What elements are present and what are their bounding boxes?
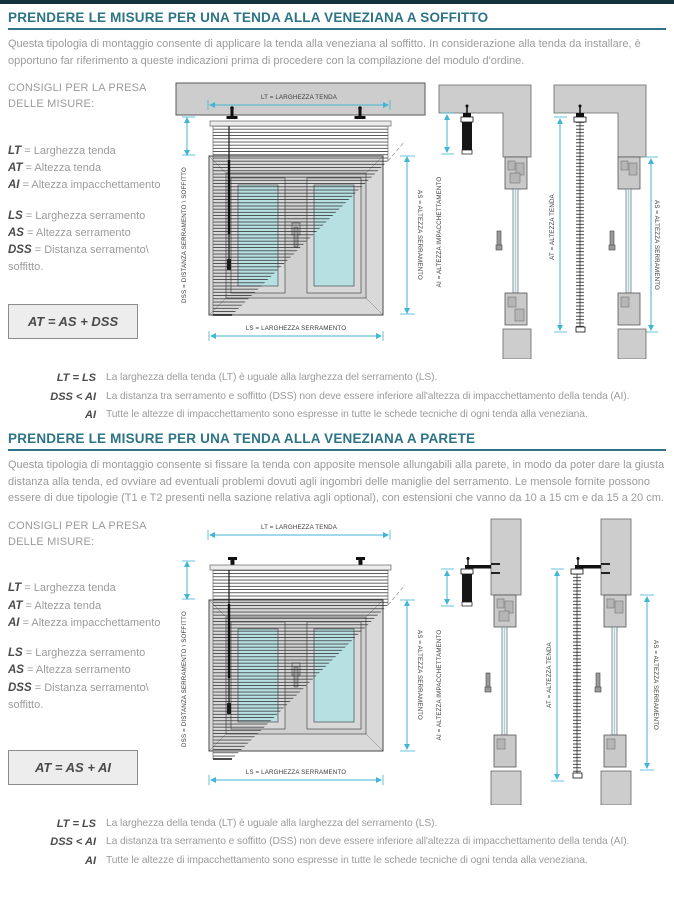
ai-label: AI = ALTEZZA IMPACCHETTAMENTO <box>436 176 443 288</box>
at-label: AT = ALTEZZA TENDA <box>549 194 556 260</box>
note-row <box>0 815 674 834</box>
notes-soffitto <box>0 369 674 425</box>
as-label: AS = ALTEZZA SERRAMENTO <box>416 189 423 281</box>
headrail-section <box>461 569 473 574</box>
ceiling-wall-section <box>439 85 531 157</box>
headrail-section <box>574 117 586 122</box>
legend-item <box>8 225 168 242</box>
note-label: AI <box>85 854 96 867</box>
note-text: La distanza tra serramento e soffitto (DSS) non deve essere inferiore all'altezza di impacchettamento della tenda (AI). <box>106 390 630 402</box>
legend-item <box>8 598 174 615</box>
side-view-extended <box>549 85 660 359</box>
note-text: La distanza tra serramento e soffitto (DSS) non deve essere inferiore all'altezza di impacchettamento della tenda (AI). <box>106 836 630 848</box>
legend-tenda <box>8 580 174 632</box>
note-text: La larghezza della tenda (LT) è uguale alla larghezza del serramento (LS). <box>106 817 438 829</box>
side-view-packed <box>436 85 531 359</box>
legend-desc: = Altezza tenda <box>25 599 102 612</box>
advice-heading: CONSIGLI PER LA PRESA DELLE MISURE: <box>8 82 147 110</box>
legend-item <box>8 143 174 160</box>
legend-desc: = Larghezza serramento <box>25 209 146 222</box>
legend-item <box>8 208 168 225</box>
legend-item <box>8 615 174 632</box>
front-view-diagram-soffitto <box>174 77 427 359</box>
side-view-diagrams-parete <box>427 515 661 805</box>
section-content-soffitto <box>8 77 672 359</box>
legend-item <box>8 680 168 714</box>
legend-desc: = Larghezza tenda <box>24 144 116 157</box>
legend-desc: = Altezza impacchettamento <box>22 616 161 629</box>
note-row <box>0 852 674 871</box>
legend-abbr: LT <box>8 144 22 157</box>
section-content-parete <box>8 515 672 805</box>
note-row <box>0 833 674 852</box>
note-label: DSS < AI <box>50 390 96 403</box>
legend-desc: = Altezza tenda <box>25 162 102 175</box>
legend-serramento <box>8 645 168 713</box>
legend-desc: = Altezza impacchettamento <box>22 179 161 192</box>
legend-abbr: AI <box>8 616 20 629</box>
legend-abbr: AT <box>8 162 23 175</box>
legend-abbr: LS <box>8 647 23 660</box>
wall-bracket-arm <box>465 565 491 569</box>
ls-label: LS = LARGHEZZA SERRAMENTO <box>245 768 347 776</box>
legend-desc: = Altezza serramento <box>27 664 131 677</box>
legend-abbr: LT <box>8 582 22 595</box>
lt-label: LT = LARGHEZZA TENDA <box>260 94 338 101</box>
side-view-diagrams-soffitto <box>427 77 661 359</box>
wall-bracket-arm <box>575 565 601 569</box>
advice-heading: CONSIGLI PER LA PRESA DELLE MISURE: <box>8 519 147 548</box>
formula-box: AT = AS + AI <box>8 750 138 785</box>
legend-desc: = Larghezza serramento <box>25 647 146 660</box>
packed-blind-stack <box>462 574 472 602</box>
side-view-extended <box>546 519 659 805</box>
note-text: Tutte le altezze di impacchettamento sono espresse in tutte le schede tecniche di ogni tenda alla veneziana. <box>106 409 588 421</box>
section-intro-soffitto: Questa tipologia di montaggio consente di applicare la tenda alla veneziana al soffitto. In considerazione alla tenda da installare, è opportuno far riferimento a queste indicazioni prima di procedere con la compilazione del modulo d'ordine. <box>8 38 641 67</box>
note-text: La larghezza della tenda (LT) è uguale alla larghezza del serramento (LS). <box>106 372 438 383</box>
front-view-diagram-parete <box>174 515 427 803</box>
headrail <box>210 565 391 570</box>
legend-desc: = Altezza serramento <box>27 226 131 239</box>
legend-abbr: DSS <box>8 681 32 694</box>
legend-abbr: AS <box>8 226 24 239</box>
note-row <box>0 388 674 407</box>
lt-label: LT = LARGHEZZA TENDA <box>260 523 338 531</box>
legend-item <box>8 242 168 276</box>
legend-abbr: AS <box>8 664 24 677</box>
legend-desc: = Larghezza tenda <box>24 582 116 595</box>
window-section <box>496 157 531 359</box>
top-divider-bar <box>0 0 674 4</box>
section-intro-parete: Questa tipologia di montaggio consente si fissare la tenda con apposite mensole allungabili alla parete, in modo da poter dare la giusta distanza alla tenda, ed ovviare ad eventuali problemi dovuti agli ingombri delle maniglie del serramento. Le mensole fornite possono essere di due tipologie (T1 e T2 presenti nella sazione relativa agli optional), con estensioni che vanno da 10 a 15 cm e da 15 a 20 cm. <box>8 459 665 505</box>
measure-advice-column <box>8 77 174 359</box>
legend-abbr: AI <box>8 179 20 192</box>
legend-abbr: AT <box>8 599 23 612</box>
notes-parete <box>0 815 674 871</box>
legend-desc: = Distanza serramento\ soffitto. <box>8 681 149 711</box>
packed-blind-stack <box>462 122 472 150</box>
as-label: AS = ALTEZZA SERRAMENTO <box>653 199 660 291</box>
section-parete <box>0 431 674 871</box>
as-label: AS = ALTEZZA SERRAMENTO <box>652 639 659 730</box>
ls-label: LS = LARGHEZZA SERRAMENTO <box>245 325 347 332</box>
legend-item <box>8 580 174 597</box>
legend-abbr: LS <box>8 209 23 222</box>
as-label: AS = ALTEZZA SERRAMENTO <box>416 629 423 720</box>
window-section <box>485 595 521 805</box>
note-row <box>0 406 674 425</box>
formula-box: AT = AS + DSS <box>8 304 138 339</box>
note-label: AI <box>85 409 96 422</box>
legend-item <box>8 160 174 177</box>
note-row <box>0 369 674 388</box>
dss-label: DSS = DISTANZA SERRAMENTO \ SOFFITTO <box>181 167 188 303</box>
note-text: Tutte le altezze di impacchettamento sono espresse in tutte le schede tecniche di ogni tenda alla veneziana. <box>106 854 588 866</box>
at-label: AT = ALTEZZA TENDA <box>546 641 553 708</box>
note-label: DSS < AI <box>50 836 96 849</box>
section-soffitto <box>0 10 674 425</box>
window-section <box>595 595 631 805</box>
legend-item <box>8 645 168 662</box>
note-label: LT = LS <box>56 817 96 830</box>
note-label: LT = LS <box>56 372 96 384</box>
section-title-parete: PRENDERE LE MISURE PER UNA TENDA ALLA VENEZIANA A PARETE <box>8 431 666 451</box>
ai-label: AI = ALTEZZA IMPACCHETTAMENTO <box>436 629 443 740</box>
wall-section <box>601 519 631 595</box>
legend-abbr: DSS <box>8 244 32 257</box>
measure-advice-column <box>8 515 174 805</box>
legend-desc: = Distanza serramento\ soffitto. <box>8 244 149 274</box>
headrail-section <box>461 117 473 122</box>
legend-item <box>8 662 168 679</box>
window-section <box>609 157 646 359</box>
legend-tenda <box>8 143 174 195</box>
ceiling-wall-section <box>554 85 646 157</box>
legend-serramento <box>8 208 168 276</box>
section-title-soffitto: PRENDERE LE MISURE PER UNA TENDA ALLA VENEZIANA A SOFFITTO <box>8 10 666 30</box>
dss-label: DSS = DISTANZA SERRAMENTO \ SOFFITTO <box>181 610 188 747</box>
headrail <box>210 121 391 126</box>
side-view-packed <box>436 519 521 805</box>
headrail-section <box>571 569 583 574</box>
wall-section <box>491 519 521 595</box>
legend-item <box>8 177 174 194</box>
